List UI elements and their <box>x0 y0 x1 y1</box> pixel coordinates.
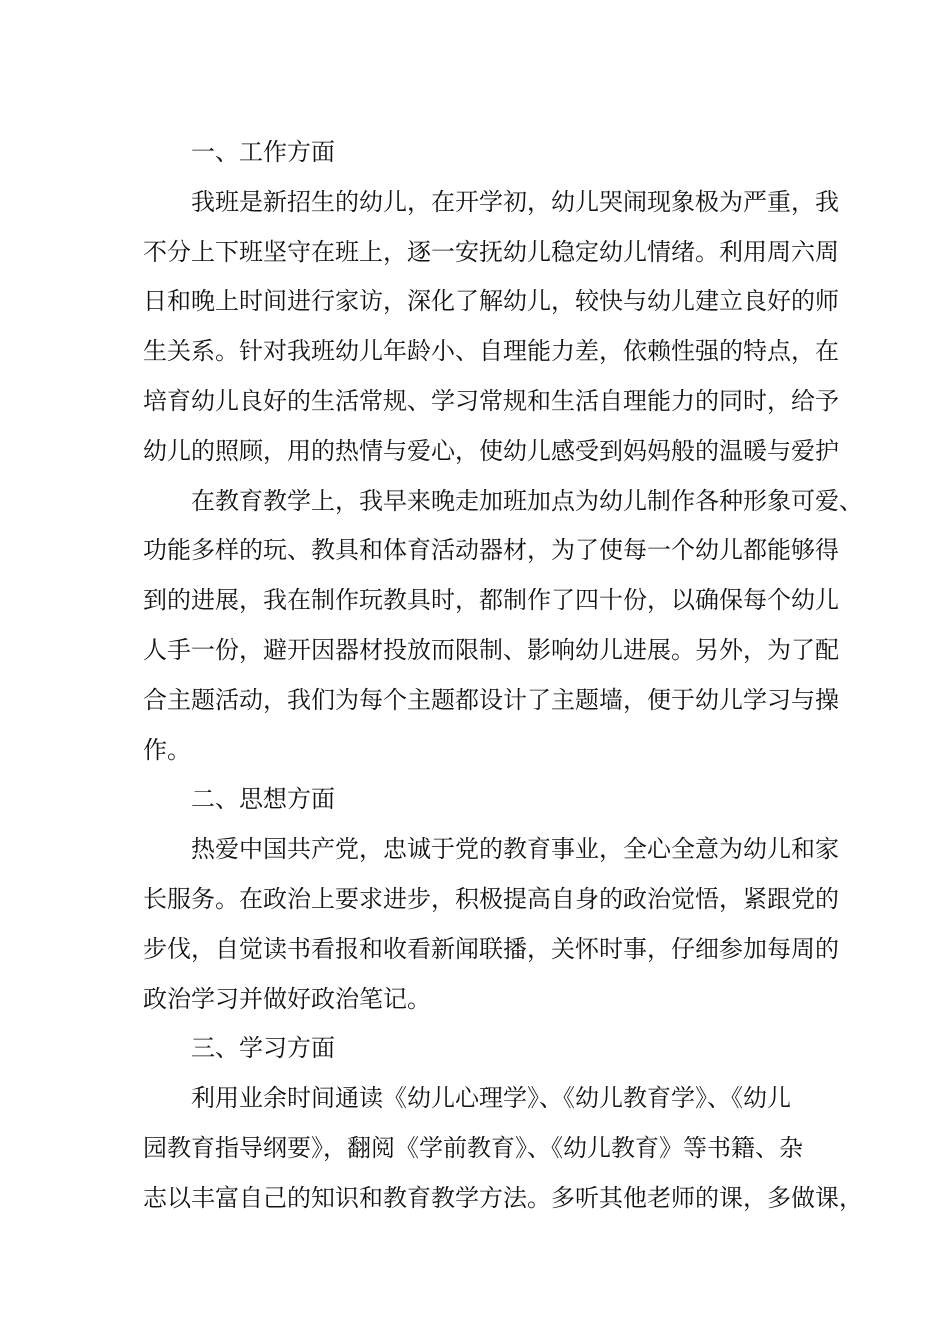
section-heading-thought: 二、思想方面 <box>191 785 335 814</box>
paragraph-line: 热爱中国共产党，忠诚于党的教育事业，全心全意为幼儿和家 <box>191 835 839 864</box>
paragraph-line: 利用业余时间通读《幼儿心理学》、《幼儿教育学》、《幼儿 <box>191 1084 791 1113</box>
paragraph-line: 合主题活动，我们为每个主题都设计了主题墙，便于幼儿学习与操 <box>143 685 839 714</box>
paragraph-line: 我班是新招生的幼儿，在开学初，幼儿哭闹现象极为严重，我 <box>191 187 839 216</box>
paragraph-line: 人手一份，避开因器材投放而限制、影响幼儿进展。另外，为了配 <box>143 635 839 664</box>
paragraph-line: 园教育指导纲要》，翻阅《学前教育》、《幼儿教育》等书籍、杂 <box>143 1133 803 1162</box>
paragraph-line: 日和晚上时间进行家访，深化了解幼儿，较快与幼儿建立良好的师 <box>143 287 839 316</box>
paragraph-line: 不分上下班坚守在班上，逐一安抚幼儿稳定幼儿情绪。利用周六周 <box>143 237 839 266</box>
section-heading-study: 三、学习方面 <box>191 1034 335 1063</box>
paragraph-line: 志以丰富自己的知识和教育教学方法。多听其他老师的课，多做课， <box>143 1183 863 1212</box>
paragraph-line: 生关系。针对我班幼儿年龄小、自理能力差，依赖性强的特点，在 <box>143 337 839 366</box>
paragraph-line: 步伐，自觉读书看报和收看新闻联播，关怀时事，仔细参加每周的 <box>143 934 839 963</box>
paragraph-line: 功能多样的玩、教具和体育活动器材，为了使每一个幼儿都能够得 <box>143 536 839 565</box>
paragraph-line: 政治学习并做好政治笔记。 <box>143 984 431 1013</box>
paragraph-line: 在教育教学上，我早来晚走加班加点为幼儿制作各种形象可爱、 <box>191 486 863 515</box>
paragraph-line: 作。 <box>143 735 191 764</box>
paragraph-line: 长服务。在政治上要求进步，积极提高自身的政治觉悟，紧跟党的 <box>143 884 839 913</box>
paragraph-line: 幼儿的照顾，用的热情与爱心，使幼儿感受到妈妈般的温暖与爱护 <box>143 436 839 465</box>
paragraph-line: 到的进展，我在制作玩教具时，都制作了四十份，以确保每个幼儿 <box>143 586 839 615</box>
section-heading-work: 一、工作方面 <box>191 138 335 166</box>
document-body <box>143 128 863 1224</box>
paragraph-line: 培育幼儿良好的生活常规、学习常规和生活自理能力的同时，给予 <box>143 386 839 415</box>
